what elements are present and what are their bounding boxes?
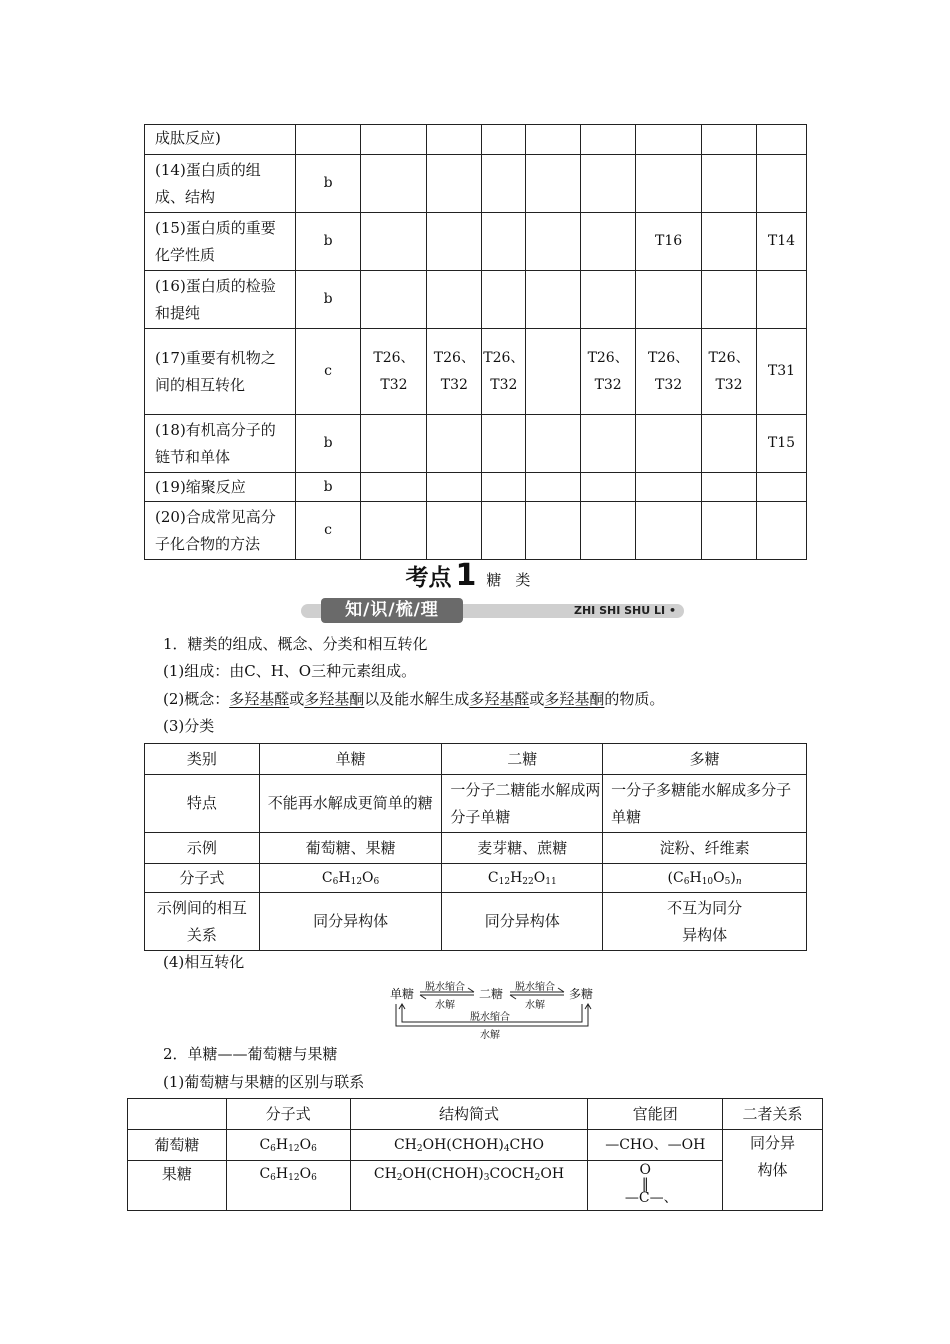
stats-cell [636, 155, 702, 213]
stats-row [145, 155, 807, 213]
diagram-long-top: 脱水缩合 [470, 1012, 510, 1023]
stats-cell: T31 [757, 329, 807, 415]
stats-cell [361, 125, 427, 155]
stats-cell [361, 155, 427, 213]
concept-suffix: 的物质。 [604, 690, 665, 708]
glucose-fructose-table [127, 1098, 823, 1211]
stats-row-label: (20)合成常见高分子化合物的方法 [145, 502, 296, 560]
gt-fructose-formula: $C_6H_{12}O_6$ [226, 1161, 350, 1211]
header-category: 类别 [145, 744, 260, 775]
gt-header-functional: 官能团 [588, 1099, 723, 1130]
stats-cell [526, 473, 581, 502]
gt-header-empty [128, 1099, 227, 1130]
stats-cell [702, 271, 757, 329]
diagram-long-bottom: 水解 [480, 1030, 500, 1041]
stats-cell [581, 502, 636, 560]
stats-row [145, 415, 807, 473]
concept-mid: 以及能水解生成 [364, 690, 470, 708]
stats-cell [526, 329, 581, 415]
stats-cell [757, 473, 807, 502]
stats-row [145, 502, 807, 560]
stats-cell [636, 271, 702, 329]
classification-line: (3)分类 [163, 717, 215, 735]
stats-cell [581, 125, 636, 155]
gt-glucose-name: 葡萄糖 [128, 1130, 227, 1161]
concept-line [163, 688, 664, 710]
stats-cell [482, 473, 526, 502]
concept-prefix: (2)概念： [163, 690, 230, 708]
stats-cell: T26、T32 [581, 329, 636, 415]
stats-row [145, 329, 807, 415]
concept-or-1: 或 [289, 690, 305, 708]
knowledge-banner [301, 598, 684, 623]
feature-mono: 不能再水解成更简单的糖 [259, 775, 442, 833]
stats-row-level: b [295, 155, 361, 213]
kaodian-label: 考点 [405, 565, 452, 591]
example-di: 麦芽糖、蔗糖 [442, 833, 603, 864]
glucose-fructose-line: (1)葡萄糖与果糖的区别与联系 [163, 1073, 365, 1091]
section-title [0, 558, 950, 593]
stats-row-label: (17)重要有机物之间的相互转化 [145, 329, 296, 415]
stats-cell [702, 125, 757, 155]
stats-cell: T26、T32 [427, 329, 482, 415]
relation-poly: 不互为同分异构体 [603, 893, 807, 951]
stats-row [145, 473, 807, 502]
stats-cell: T16 [636, 213, 702, 271]
relation-mono: 同分异构体 [259, 893, 442, 951]
gt-fructose-functional [588, 1161, 723, 1211]
diagram-top2: 脱水缩合 [515, 982, 555, 993]
stats-cell [636, 415, 702, 473]
stats-cell [482, 213, 526, 271]
stats-cell: T26、T32 [636, 329, 702, 415]
stats-cell: T26、T32 [361, 329, 427, 415]
stats-row-level: b [295, 213, 361, 271]
example-mono: 葡萄糖、果糖 [259, 833, 442, 864]
stats-cell [482, 415, 526, 473]
stats-cell: T26、T32 [702, 329, 757, 415]
stats-cell [427, 415, 482, 473]
stats-cell [482, 502, 526, 560]
gt-fg-c: —C—、 [624, 1190, 678, 1206]
formula-poly: $(C_6H_{10}O_5)_n$ [603, 864, 807, 893]
formula-di: $C_{12}H_{22}O_{11}$ [442, 864, 603, 893]
feature-di: 一分子二糖能水解成两分子单糖 [442, 775, 603, 833]
header-poly: 多糖 [603, 744, 807, 775]
answer-1: 多羟基醛 [229, 690, 290, 708]
conversion-line: (4)相互转化 [163, 953, 245, 971]
stats-cell [581, 415, 636, 473]
header-mono: 单糖 [259, 744, 442, 775]
stats-row-label: (18)有机高分子的链节和单体 [145, 415, 296, 473]
diagram-poly: 多糖 [569, 987, 594, 1001]
stats-cell: T26、T32 [482, 329, 526, 415]
stats-cell: T15 [757, 415, 807, 473]
diagram-top1: 脱水缩合 [425, 982, 465, 993]
stats-row-level: b [295, 473, 361, 502]
stats-cell [702, 155, 757, 213]
diagram-di: 二糖 [479, 987, 504, 1001]
relation-di: 同分异构体 [442, 893, 603, 951]
kaodian-subject: 糖类 [486, 571, 545, 589]
stats-row [145, 125, 807, 155]
stats-cell [526, 213, 581, 271]
stats-cell [361, 473, 427, 502]
stats-row-level: b [295, 415, 361, 473]
stats-row-level: c [295, 502, 361, 560]
stats-cell [361, 213, 427, 271]
stats-cell [702, 473, 757, 502]
stats-cell [757, 271, 807, 329]
stats-row [145, 213, 807, 271]
stats-cell [427, 213, 482, 271]
stats-cell [581, 473, 636, 502]
example-poly: 淀粉、纤维素 [603, 833, 807, 864]
stats-row-label: (19)缩聚反应 [145, 473, 296, 502]
example-label: 示例 [145, 833, 260, 864]
stats-cell [427, 473, 482, 502]
stats-cell [361, 415, 427, 473]
formula-mono: $C_6H_{12}O_6$ [259, 864, 442, 893]
concept-or-2: 或 [529, 690, 545, 708]
exam-stats-table [144, 124, 807, 560]
stats-cell [702, 415, 757, 473]
stats-cell [482, 155, 526, 213]
heading-1: 1．糖类的组成、概念、分类和相互转化 [163, 635, 428, 653]
stats-cell [482, 271, 526, 329]
stats-cell [427, 155, 482, 213]
gt-header-formula: 分子式 [226, 1099, 350, 1130]
stats-cell [636, 502, 702, 560]
banner-english: ZHI SHI SHU LI • [573, 604, 676, 617]
gt-fructose-name: 果糖 [128, 1161, 227, 1211]
conversion-diagram [388, 982, 598, 1041]
stats-cell [581, 155, 636, 213]
gt-glucose-functional: —CHO、—OH [588, 1130, 723, 1161]
kaodian-number: 1 [455, 558, 477, 593]
stats-cell [526, 415, 581, 473]
stats-cell [427, 502, 482, 560]
stats-cell [482, 125, 526, 155]
gt-header-relation: 二者关系 [723, 1099, 823, 1130]
stats-row [145, 271, 807, 329]
stats-row-label: (14)蛋白质的组成、结构 [145, 155, 296, 213]
stats-cell [361, 502, 427, 560]
stats-row-level: b [295, 271, 361, 329]
answer-4: 多羟基酮 [544, 690, 605, 708]
stats-cell [757, 125, 807, 155]
gt-fructose-structure: $CH_2OH(CHOH)_3COCH_2OH$ [350, 1161, 588, 1211]
gt-glucose-structure: $CH_2OH(CHOH)_4CHO$ [350, 1130, 588, 1161]
stats-row-level: c [295, 329, 361, 415]
diagram-bottom1: 水解 [435, 1000, 455, 1011]
stats-row-label: (16)蛋白质的检验和提纯 [145, 271, 296, 329]
stats-cell [526, 155, 581, 213]
stats-cell: T14 [757, 213, 807, 271]
composition-line: (1)组成：由C、H、O三种元素组成。 [163, 662, 417, 680]
heading-2: 2．单糖——葡萄糖与果糖 [163, 1045, 338, 1063]
feature-poly: 一分子多糖能水解成多分子单糖 [603, 775, 807, 833]
gt-relation: 同分异构体 [723, 1130, 823, 1211]
diagram-mono: 单糖 [390, 987, 415, 1001]
stats-cell [427, 271, 482, 329]
stats-row-label: 成肽反应) [145, 125, 296, 155]
stats-cell [526, 125, 581, 155]
stats-cell [427, 125, 482, 155]
diagram-bottom2: 水解 [525, 1000, 545, 1011]
relation-label: 示例间的相互关系 [145, 893, 260, 951]
stats-cell [581, 271, 636, 329]
stats-row-label: (15)蛋白质的重要化学性质 [145, 213, 296, 271]
gt-fg-o: O [639, 1162, 651, 1178]
answer-2: 多羟基酮 [304, 690, 365, 708]
formula-label: 分子式 [145, 864, 260, 893]
stats-row-level [295, 125, 361, 155]
gt-glucose-formula: $C_6H_{12}O_6$ [226, 1130, 350, 1161]
stats-cell [702, 502, 757, 560]
gt-header-structure: 结构简式 [350, 1099, 588, 1130]
stats-cell [526, 502, 581, 560]
feature-label: 特点 [145, 775, 260, 833]
stats-cell [526, 271, 581, 329]
stats-cell [636, 125, 702, 155]
banner-label: 知/识/梳/理 [345, 600, 439, 620]
stats-cell [757, 155, 807, 213]
stats-cell [361, 271, 427, 329]
gt-fg-double: ‖ [641, 1176, 649, 1192]
answer-3: 多羟基醛 [469, 690, 530, 708]
stats-cell [636, 473, 702, 502]
stats-cell [702, 213, 757, 271]
sugar-classification-table [144, 743, 807, 951]
stats-cell [581, 213, 636, 271]
header-di: 二糖 [442, 744, 603, 775]
stats-cell [757, 502, 807, 560]
